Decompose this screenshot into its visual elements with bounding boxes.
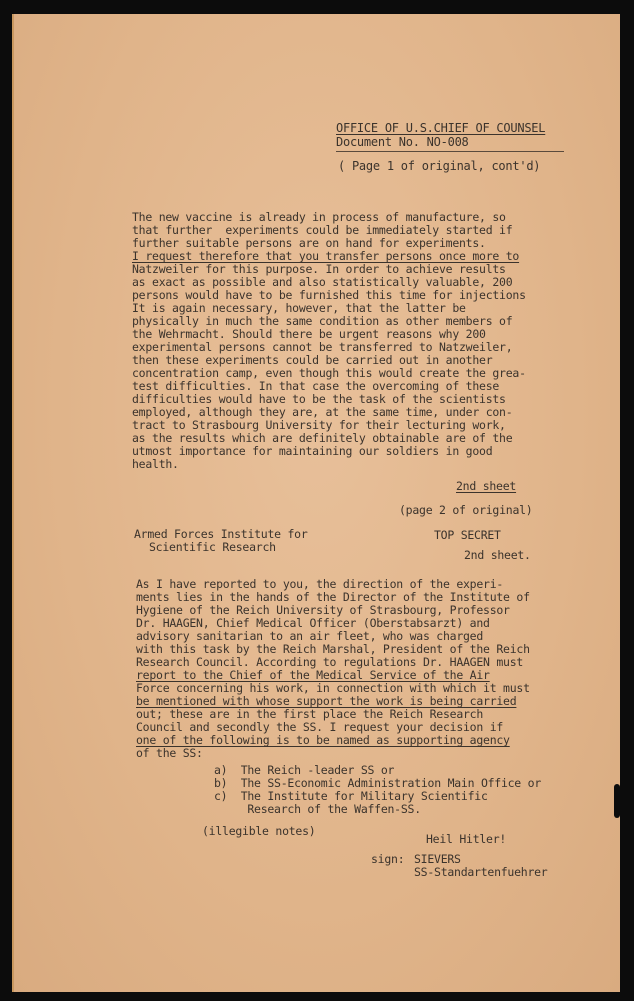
text-line: Force concerning his work, in connection with which it must (136, 681, 530, 695)
signer-title: SS-Standartenfuehrer (414, 865, 548, 879)
institute-line-1: Armed Forces Institute for (134, 527, 308, 541)
illegible-notes: (illegible notes) (202, 824, 316, 838)
closing: Heil Hitler! (426, 832, 507, 846)
document-page (12, 14, 620, 992)
text-line: be mentioned with whose support the work is being carried (136, 694, 517, 708)
text-line: one of the following is to be named as supporting agency (136, 733, 510, 747)
text-line: It is again necessary, however, that the latter be (132, 301, 466, 315)
sheet-label-2: 2nd sheet. (464, 548, 531, 562)
text-line: of the SS: (136, 746, 203, 760)
classification: TOP SECRET (434, 528, 501, 542)
option-item: c) The Institute for Military Scientific (214, 789, 488, 803)
text-line: as exact as possible and also statistically valuable, 200 (132, 275, 513, 289)
text-line: out; these are in the first place the Reich Research (136, 707, 484, 721)
institute-line-2: Scientific Research (149, 540, 276, 554)
text-line: Council and secondly the SS. I request your decision if (136, 720, 504, 734)
text-line: As I have reported to you, the direction of the experi- (136, 577, 504, 591)
text-line: persons would have to be furnished this time for injections (132, 288, 526, 302)
page-note: ( Page 1 of original, cont'd) (338, 159, 541, 173)
text-line: that further experiments could be immediately started if (132, 223, 513, 237)
text-line: report to the Chief of the Medical Service of the Air (136, 668, 490, 682)
text-line: tract to Strasbourg University for their lecturing work, (132, 418, 506, 432)
text-line: Natzweiler for this purpose. In order to achieve results (132, 262, 506, 276)
text-line: advisory sanitarian to an air fleet, who was charged (136, 629, 484, 643)
text-line: further suitable persons are on hand for experiments. (132, 236, 486, 250)
text-line: Hygiene of the Reich University of Strasbourg, Professor (136, 603, 510, 617)
text-line: difficulties would have to be the task of the scientists (132, 392, 506, 406)
text-line: ments lies in the hands of the Director of the Institute of (136, 590, 530, 604)
option-item: Research of the Waffen-SS. (214, 802, 421, 816)
text-line: utmost importance for maintaining our soldiers in good (132, 444, 493, 458)
text-line: the Wehrmacht. Should there be urgent reasons why 200 (132, 327, 486, 341)
text-line: Research Council. According to regulations Dr. HAAGEN must (136, 655, 524, 669)
sheet-label: 2nd sheet (456, 479, 517, 493)
header-rule (336, 151, 564, 152)
text-line: physically in much the same condition as other members of (132, 314, 513, 328)
scan-edge-mark (614, 784, 620, 818)
text-line: The new vaccine is already in process of manufacture, so (132, 210, 506, 224)
text-line: then these experiments could be carried out in another (132, 353, 493, 367)
text-line: employed, although they are, at the same time, under con- (132, 405, 513, 419)
document-number: Document No. NO-008 (336, 135, 469, 149)
text-line: as the results which are definitely obtainable are of the (132, 431, 513, 445)
text-line: health. (132, 457, 179, 471)
office-heading: OFFICE OF U.S.CHIEF OF COUNSEL (336, 121, 546, 135)
signer-name: SIEVERS (414, 852, 461, 866)
text-line: I request therefore that you transfer persons once more to (132, 249, 520, 263)
option-item: a) The Reich -leader SS or (214, 763, 395, 777)
text-line: Dr. HAAGEN, Chief Medical Officer (Oberstabsarzt) and (136, 616, 490, 630)
text-line: with this task by the Reich Marshal, President of the Reich (136, 642, 530, 656)
text-line: experimental persons cannot be transferred to Natzweiler, (132, 340, 513, 354)
sign-label: sign: (371, 852, 405, 866)
text-line: concentration camp, even though this would create the grea- (132, 366, 526, 380)
option-item: b) The SS-Economic Administration Main Office or (214, 776, 542, 790)
page2-note: (page 2 of original) (399, 503, 533, 517)
text-line: test difficulties. In that case the overcoming of these (132, 379, 500, 393)
